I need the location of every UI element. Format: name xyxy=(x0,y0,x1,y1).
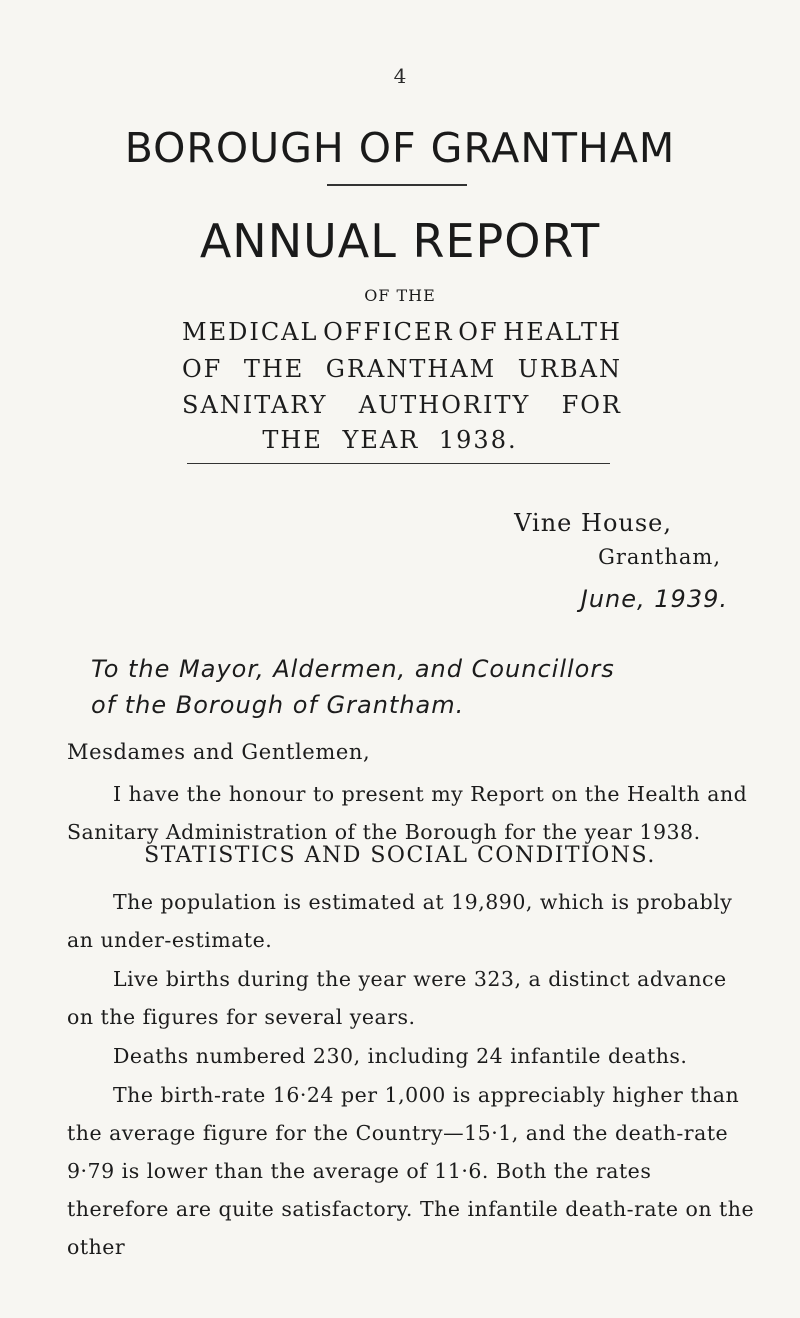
subtitle-line-3 xyxy=(182,391,622,419)
title-divider xyxy=(327,184,467,186)
section-divider xyxy=(187,463,610,464)
subtitle-line-1 xyxy=(182,318,622,346)
paragraph-births: Live births during the year were 323, a distinct advance on the figures for several years. xyxy=(67,967,727,1029)
subtitle-word: THE xyxy=(243,355,305,383)
paragraph-population: The population is estimated at 19,890, which is probably an under-estimate. xyxy=(67,890,733,952)
section-heading: STATISTICS AND SOCIAL CONDITIONS. xyxy=(144,843,656,868)
of-the-label: OF THE xyxy=(364,286,436,305)
paragraph-deaths: Deaths numbered 230, including 24 infantile deaths. xyxy=(113,1044,688,1068)
subtitle-word: OF xyxy=(182,355,223,383)
addressee-line-2: of the Borough of Grantham. xyxy=(91,691,465,719)
subtitle-line-2 xyxy=(182,355,622,383)
page-number: 4 xyxy=(393,64,407,88)
letter-date: June, 1939. xyxy=(580,585,728,613)
subtitle-word: MEDICAL xyxy=(182,318,319,346)
report-title: ANNUAL REPORT xyxy=(199,214,601,268)
subtitle-word: GRANTHAM xyxy=(325,355,497,383)
salutation: Mesdames and Gentlemen, xyxy=(67,740,371,764)
subtitle-word: OF xyxy=(458,318,499,346)
addressee-line-1: To the Mayor, Aldermen, and Councillors xyxy=(91,655,615,683)
address-line-1: Vine House, xyxy=(514,509,672,537)
address-line-2: Grantham, xyxy=(598,545,721,569)
intro-paragraph: I have the honour to present my Report on the Health and Sanitary Administration of the Borough for the year 1938. xyxy=(67,782,748,844)
subtitle-word: SANITARY xyxy=(182,391,328,419)
subtitle-word: AUTHORITY xyxy=(358,391,531,419)
subtitle-word: URBAN xyxy=(517,355,622,383)
subtitle-word: FOR xyxy=(561,391,622,419)
paragraph-rates: The birth-rate 16·24 per 1,000 is appreciably higher than the average figure for the Country—15·1, and the death-rate 9·79 is lower than the average of 11·6. Both the rates therefore are quite satisfactory. The infantile death-rate on the other xyxy=(67,1083,755,1259)
subtitle-word: OFFICER xyxy=(323,318,454,346)
subtitle-word: HEALTH xyxy=(503,318,622,346)
subtitle-line-4: THE YEAR 1938. xyxy=(262,426,518,454)
borough-title: BOROUGH OF GRANTHAM xyxy=(124,124,676,172)
